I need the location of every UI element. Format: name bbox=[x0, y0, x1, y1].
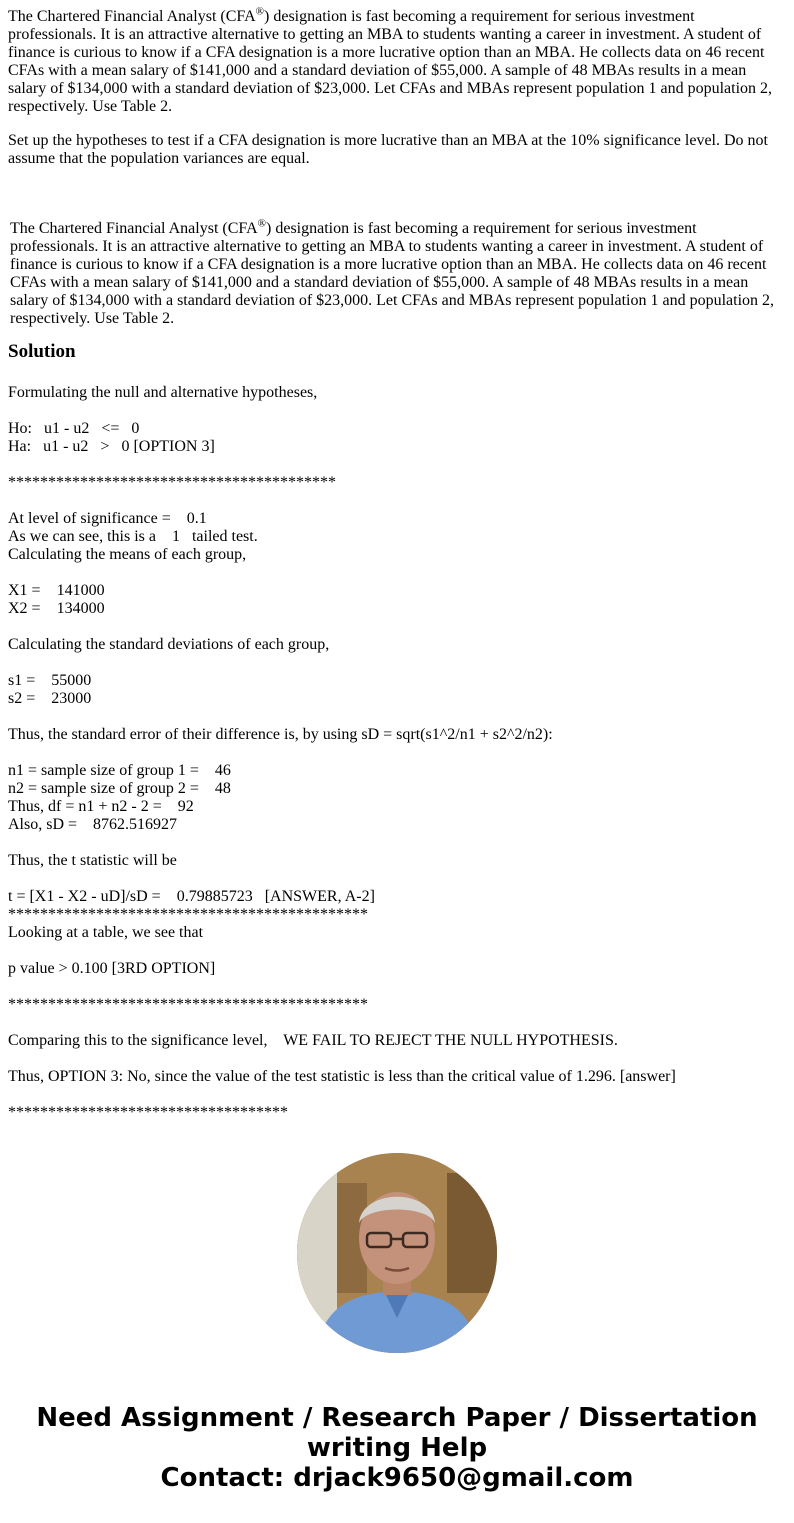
registered-mark: ® bbox=[255, 5, 265, 18]
blank-line bbox=[8, 564, 786, 582]
solution-line: X2 = 134000 bbox=[8, 600, 105, 617]
promo-banner bbox=[0, 1403, 794, 1493]
solution-line: At level of significance = 0.1 bbox=[8, 510, 207, 527]
solution-line: Also, sD = 8762.516927 bbox=[8, 816, 178, 833]
solution-line: Thus, the standard error of their difference is, by using sD = sqrt(s1^2/n1 + s2^2/n2): bbox=[8, 726, 553, 743]
blank-line bbox=[8, 978, 786, 996]
solution-heading: Solution bbox=[8, 341, 76, 362]
solution-line: Formulating the null and alternative hypotheses, bbox=[8, 384, 318, 401]
solution-line: Comparing this to the significance level, WE FAIL TO REJECT THE NULL HYPOTHESIS. bbox=[8, 1032, 618, 1049]
promo-line-2: writing Help bbox=[306, 1433, 488, 1463]
solution-line: n1 = sample size of group 1 = 46 bbox=[8, 762, 231, 779]
solution-line: n2 = sample size of group 2 = 48 bbox=[8, 780, 231, 797]
blank-line bbox=[8, 402, 786, 420]
blank-line bbox=[8, 492, 786, 510]
registered-mark: ® bbox=[257, 217, 267, 230]
blank-line bbox=[8, 1050, 786, 1068]
question-intro: The Chartered Financial Analyst (CFA bbox=[8, 8, 256, 25]
separator-line: ********************************************* bbox=[8, 996, 368, 1013]
person-portrait-icon bbox=[297, 1153, 497, 1353]
solution-line: Thus, the t statistic will be bbox=[8, 852, 177, 869]
solution-line: Calculating the standard deviations of each group, bbox=[8, 636, 330, 653]
solution-line: t = [X1 - X2 - uD]/sD = 0.79885723 [ANSWER, A-2] bbox=[8, 888, 375, 905]
blank-line bbox=[8, 456, 786, 474]
solution-line: Ho: u1 - u2 <= 0 bbox=[8, 420, 140, 437]
question-repeat-intro: The Chartered Financial Analyst (CFA bbox=[10, 220, 258, 237]
blank-line bbox=[8, 654, 786, 672]
blank-line bbox=[8, 942, 786, 960]
question-task: Set up the hypotheses to test if a CFA designation is more lucrative than an MBA at the 10% significance level. Do not assume that the population variances are equal. bbox=[8, 132, 768, 167]
question-repeat bbox=[8, 217, 786, 328]
solution-line: Looking at a table, we see that bbox=[8, 924, 204, 941]
promo-contact: Contact: drjack9650@gmail.com bbox=[160, 1463, 634, 1493]
blank-line bbox=[8, 744, 786, 762]
blank-line bbox=[8, 708, 786, 726]
solution-line: Ha: u1 - u2 > 0 [OPTION 3] bbox=[8, 438, 215, 455]
blank-line bbox=[8, 834, 786, 852]
solution-line: s2 = 23000 bbox=[8, 690, 92, 707]
separator-line: ********************************************* bbox=[8, 906, 368, 923]
solution-line: As we can see, this is a 1 tailed test. bbox=[8, 528, 258, 545]
separator-line: *********************************** bbox=[8, 1104, 288, 1121]
blank-line bbox=[8, 870, 786, 888]
solution-line: Thus, OPTION 3: No, since the value of the test statistic is less than the critical value of 1.296. [answer] bbox=[8, 1068, 676, 1085]
question-text bbox=[8, 5, 786, 116]
solution-line: Thus, df = n1 + n2 - 2 = 92 bbox=[8, 798, 194, 815]
promo-line-1: Need Assignment / Research Paper / Dissertation bbox=[36, 1403, 758, 1433]
blank-line bbox=[8, 1086, 786, 1104]
author-photo bbox=[297, 1153, 497, 1353]
solution-line: p value > 0.100 [3RD OPTION] bbox=[8, 960, 216, 977]
solution-line: X1 = 141000 bbox=[8, 582, 105, 599]
solution-line: s1 = 55000 bbox=[8, 672, 92, 689]
solution-line: Calculating the means of each group, bbox=[8, 546, 247, 563]
question-repeat-text bbox=[10, 217, 786, 328]
question-repeat-details: ) designation is fast becoming a requirement for serious investment professionals. It is an attractive alternative to getting an MBA to students wanting a career in investment. A student of finance is curious to know if a CFA designation is a more lucrative option than an MBA. He collects data on 46 recent CFAs with a mean salary of $141,000 and a standard deviation of $55,000. A sample of 48 MBAs results in a mean salary of $134,000 with a standard deviation of $23,000. Let CFAs and MBAs represent population 1 and population 2, respectively. Use Table 2. bbox=[10, 220, 775, 327]
blank-line bbox=[8, 618, 786, 636]
separator-line: ***************************************** bbox=[8, 474, 336, 491]
blank-line bbox=[8, 1014, 786, 1032]
avatar bbox=[297, 1153, 497, 1353]
question-details: ) designation is fast becoming a requirement for serious investment professionals. It is an attractive alternative to getting an MBA to students wanting a career in investment. A student of finance is curious to know if a CFA designation is a more lucrative option than an MBA. He collects data on 46 recent CFAs with a mean salary of $141,000 and a standard deviation of $55,000. A sample of 48 MBAs results in a mean salary of $134,000 with a standard deviation of $23,000. Let CFAs and MBAs represent population 1 and population 2, respectively. Use Table 2. bbox=[8, 8, 773, 115]
solution-body bbox=[8, 384, 786, 1122]
